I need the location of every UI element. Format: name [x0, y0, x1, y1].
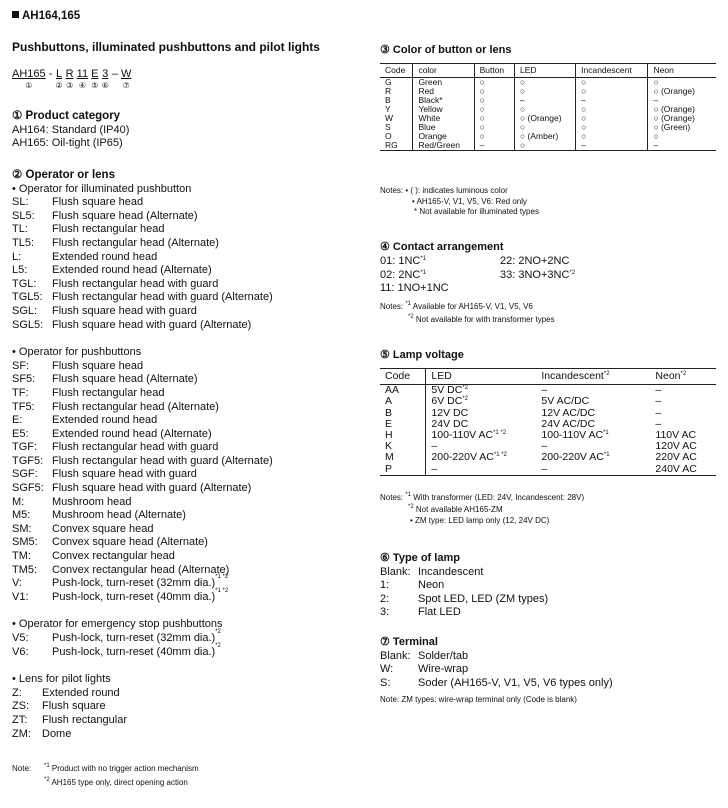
table-cell: A	[380, 396, 426, 407]
table-cell: ○	[474, 96, 514, 105]
table-cell: Y	[380, 105, 413, 114]
table-cell: LED	[426, 369, 536, 385]
table-cell: H	[380, 430, 426, 441]
section-title: ② Operator or lens	[12, 169, 115, 181]
table-cell: Green	[413, 78, 474, 88]
square-bullet-icon	[12, 11, 19, 18]
list-item: SL: Flush square head	[12, 196, 144, 209]
list-item: SM5: Convex square head (Alternate)	[12, 536, 208, 549]
list-item: 3: Flat LED	[380, 606, 461, 619]
table-cell: Code	[380, 369, 426, 385]
table-cell: 200-220V AC$^{*1}$	[541, 451, 610, 464]
operator-notes: Note: $^{*1}$ Product with no trigger action mechanism $^{*2}$ AH165 type only, direct opening action	[12, 763, 199, 787]
list-item: TGL5: Flush rectangular head with guard (Alternate)	[12, 291, 273, 304]
subsection-title: • Lens for pilot lights	[12, 673, 111, 686]
list-item: SF: Flush square head	[12, 359, 144, 372]
list-item: SGF5: Flush square head with guard (Alternate)	[12, 482, 252, 495]
table-cell: 24V DC	[431, 417, 469, 430]
table-cell: ○ (Orange)	[653, 104, 695, 114]
subsection-title: • Operator for pushbuttons	[12, 346, 142, 359]
list-item: M5: Mushroom head (Alternate)	[12, 509, 186, 522]
list-item: L5: Extended round head (Alternate)	[12, 264, 212, 277]
table-cell: –	[576, 96, 648, 105]
table-cell: 240V AC	[650, 464, 716, 476]
note-line: Notes: $^{*1}$ Available for AH165-V, V1, V5, V6	[380, 301, 533, 311]
list-item: ZT: Flush rectangular	[12, 713, 127, 726]
list-item: SGL5: Flush square head with guard (Alternate)	[12, 318, 252, 331]
table-cell: ○ (Orange)	[653, 86, 695, 96]
illuminated-list	[12, 196, 352, 332]
contact-grid	[380, 255, 710, 296]
table-cell: 12V DC	[431, 406, 469, 419]
list-item: Blank: Incandescent	[380, 565, 484, 578]
list-item: 2: Spot LED, LED (ZM types)	[380, 592, 549, 605]
section-title: ⑤ Lamp voltage	[380, 349, 464, 361]
table-cell: ○ (Orange)	[515, 114, 576, 123]
list-item: E5: Extended round head (Alternate)	[12, 427, 212, 440]
table-cell: G	[380, 78, 413, 88]
list-item: V1: Push-lock, turn-reset (40mm dia.) *1 *2	[12, 587, 229, 603]
category-line: AH165: Oil-tight (IP65)	[12, 137, 123, 150]
model-code-part: E ⑤	[91, 68, 99, 90]
column-header: color	[413, 64, 474, 78]
table-cell: 12V AC/DC	[541, 406, 596, 419]
list-item: TGF: Flush rectangular head with guard	[12, 441, 219, 454]
list-item: TF: Flush rectangular head	[12, 386, 165, 399]
model-code-part: R ③	[65, 68, 74, 90]
contact-item: 01: 1NC$^{*1}$	[380, 255, 427, 267]
table-cell: 6V DC$^{*2}$	[431, 395, 469, 408]
table-cell: ○	[576, 87, 648, 96]
table-cell: ○	[474, 105, 514, 114]
table-cell: Neon$^{*2}$	[650, 369, 716, 385]
table-row	[380, 464, 716, 476]
table-cell: 100-110V AC$^{*1}$	[541, 429, 609, 442]
section-title: ③ Color of button or lens	[380, 44, 512, 56]
table-cell: B	[380, 408, 426, 419]
column-header: LED	[515, 64, 576, 78]
list-item: W: Wire-wrap	[380, 663, 469, 676]
table-cell: ○	[474, 123, 514, 132]
table-cell: 110V AC	[655, 429, 697, 442]
table-cell: O	[380, 132, 413, 141]
note-line: $^{*2}$ Not available AH165-ZM	[408, 503, 503, 514]
list-item: SM: Convex square head	[12, 522, 154, 535]
table-cell: –	[431, 440, 438, 453]
table-cell: –	[655, 384, 662, 397]
section-title: ④ Contact arrangement	[380, 241, 504, 253]
table-cell: –	[536, 464, 650, 476]
table-cell: RG	[380, 141, 413, 151]
table-cell: –	[576, 141, 648, 151]
table-cell: ○	[474, 78, 514, 88]
table-cell: 24V AC/DC	[541, 417, 596, 430]
note-line: $^{*1}$ Product with no trigger action mechanism	[44, 763, 199, 773]
list-item: TGF5: Flush rectangular head with guard (Alternate)	[12, 454, 273, 467]
note-line: Notes: $^{*1}$ With transformer (LED: 24V, Incandescent: 28V)	[380, 492, 585, 502]
table-row	[380, 141, 716, 151]
table-cell: Red	[413, 87, 474, 96]
model-code-part: L ②	[55, 68, 63, 90]
table-cell: –	[653, 95, 659, 105]
list-item: TL5: Flush rectangular head (Alternate)	[12, 236, 219, 249]
table-cell: Orange	[413, 132, 474, 141]
list-item: ZS: Flush square	[12, 700, 106, 713]
list-item: TF5: Flush rectangular head (Alternate)	[12, 400, 219, 413]
color-table	[380, 63, 716, 151]
list-item: V6: Push-lock, turn-reset (40mm dia.) *2	[12, 642, 221, 658]
note-line: $^{*2}$ Not available for with transformer types	[408, 314, 555, 324]
list-item: TM: Convex rectangular head	[12, 550, 175, 563]
section-title: ⑦ Terminal	[380, 636, 438, 648]
table-cell: 5V DC$^{*2}$	[431, 384, 469, 397]
model-code: AH165 ① - L ② R ③ 11 ④ E ⑤ 3 ⑥ – W ⑦	[12, 68, 132, 90]
table-cell: –	[655, 395, 662, 408]
table-cell: Black*	[413, 96, 474, 105]
model-code-part: AH165 ①	[12, 68, 46, 90]
list-item: SGF: Flush square head with guard	[12, 468, 197, 481]
table-cell: K	[380, 441, 426, 452]
table-cell: ○	[576, 78, 648, 88]
table-header-row	[380, 369, 716, 385]
table-cell: –	[541, 384, 548, 397]
table-cell: –	[541, 440, 548, 453]
table-cell: 100-110V $AC^{*1 *2}$	[431, 429, 507, 442]
contact-item: 11: 1NO+1NC	[380, 282, 449, 294]
list-item: TM5: Convex rectangular head (Alternate)	[12, 563, 230, 576]
table-cell: S	[380, 123, 413, 132]
lamp-type-list	[380, 566, 548, 620]
model-code-part: W ⑦	[120, 68, 132, 90]
table-cell: 200-220V $AC^{*1 *2}$	[431, 451, 507, 464]
list-item: E: Extended round head	[12, 414, 158, 427]
table-cell: –	[515, 96, 576, 105]
table-cell: 5V AC/DC	[541, 395, 590, 408]
model-code-part: 3 ⑥	[101, 68, 109, 90]
table-cell: ○	[515, 78, 576, 88]
list-item: SGL: Flush square head with guard	[12, 304, 197, 317]
table-cell: ○	[474, 132, 514, 141]
table-cell: Blue	[413, 123, 474, 132]
table-cell: ○ (Orange)	[653, 113, 695, 123]
note-line: • ZM type: LED lamp only (12, 24V DC)	[410, 516, 550, 525]
table-cell: –	[648, 141, 716, 151]
note-line: • AH165-V, V1, V5, V6: Red only	[412, 196, 528, 206]
list-item: Blank: Solder/tab	[380, 649, 469, 662]
table-cell: ○	[515, 141, 576, 151]
note-line: * Not available for illuminated types	[414, 207, 539, 216]
table-cell: –	[655, 406, 662, 419]
list-item: V: Push-lock, turn-reset (32mm dia.) *1 *2	[12, 574, 229, 590]
lamp-type-section	[380, 552, 548, 620]
note-line: Note: ZM types: wire-wrap terminal only (Code is blank)	[380, 695, 577, 705]
table-cell: ○	[515, 123, 576, 132]
list-item: L: Extended round head	[12, 250, 158, 263]
page-subtitle: Pushbuttons, illuminated pushbuttons and pilot lights	[12, 40, 320, 54]
note-line: Notes: • ( ): indicates luminous color	[380, 186, 508, 195]
column-header: Button	[474, 64, 514, 78]
list-item: M: Mushroom head	[12, 495, 132, 508]
table-cell: 120V AC	[655, 440, 697, 453]
table-cell: ○	[576, 123, 648, 132]
table-cell: –	[474, 141, 514, 151]
pushbutton-list	[12, 360, 352, 605]
table-cell: ○	[515, 87, 576, 96]
list-item: S: Soder (AH165-V, V1, V5, V6 types only)	[380, 676, 613, 689]
list-item: 1: Neon	[380, 579, 445, 592]
note-line: $^{*2}$ AH165 type only, direct opening action	[44, 777, 188, 787]
contact-item: 33: $3NO+3NC^{*2}$	[500, 268, 576, 281]
table-cell: ○	[576, 132, 648, 141]
subsection-title: • Operator for illuminated pushbutton	[12, 182, 192, 195]
table-cell: ○ (Green)	[653, 122, 691, 132]
table-cell: E	[380, 419, 426, 430]
contact-notes	[380, 300, 555, 326]
table-cell: ○	[576, 114, 648, 123]
series-title: AH164,165	[12, 10, 80, 22]
table-cell: R	[380, 87, 413, 96]
lens-list	[12, 687, 352, 741]
operator-section	[12, 169, 352, 741]
list-item: SF5: Flush square head (Alternate)	[12, 373, 198, 386]
table-cell: ○	[653, 77, 659, 87]
table-header-row	[380, 64, 716, 78]
table-cell: Red/Green	[413, 141, 474, 151]
emergency-list	[12, 629, 352, 659]
table-cell: Yellow	[413, 105, 474, 114]
list-item: ZM: Dome	[12, 727, 72, 740]
product-category-section	[12, 110, 129, 151]
list-item: V5: Push-lock, turn-reset (32mm dia.) *2	[12, 629, 221, 644]
table-cell: –	[655, 417, 662, 430]
table-cell: White	[413, 114, 474, 123]
color-notes	[380, 186, 539, 218]
terminal-section	[380, 636, 613, 705]
table-cell: M	[380, 452, 426, 463]
section-title: ① Product category	[12, 110, 121, 122]
table-cell: ○	[653, 131, 659, 141]
table-cell: ○ (Amber)	[515, 132, 576, 141]
column-header: Neon	[648, 64, 716, 78]
contact-item: 02: 2NC$^{*1}$	[380, 268, 427, 281]
list-item: TL: Flush rectangular head	[12, 223, 165, 236]
column-header: Code	[380, 64, 413, 78]
table-cell: 220V AC	[655, 451, 697, 464]
subsection-title: • Operator for emergency stop pushbuttons	[12, 618, 223, 631]
lamp-notes	[380, 492, 584, 527]
table-cell: ○	[515, 105, 576, 114]
list-item: TGL: Flush rectangular head with guard	[12, 277, 219, 290]
model-code-part: 11 ④	[76, 68, 89, 90]
lamp-voltage-table	[380, 368, 716, 476]
table-cell: –	[426, 464, 536, 476]
contact-item: 22: 2NO+2NC	[500, 255, 570, 267]
table-cell: AA	[380, 385, 426, 397]
table-cell: Incandescent$^{*2}$	[536, 369, 650, 385]
column-header: Incandescent	[576, 64, 648, 78]
list-item: Z: Extended round	[12, 686, 120, 699]
table-cell: W	[380, 114, 413, 123]
table-cell: ○	[474, 114, 514, 123]
table-cell: B	[380, 96, 413, 105]
category-line: AH164: Standard (IP40)	[12, 123, 130, 136]
section-title: ⑥ Type of lamp	[380, 552, 460, 564]
table-cell: ○	[474, 87, 514, 96]
terminal-list	[380, 650, 613, 691]
table-cell: ○	[576, 105, 648, 114]
table-cell: P	[380, 464, 426, 476]
list-item: SL5: Flush square head (Alternate)	[12, 209, 198, 222]
